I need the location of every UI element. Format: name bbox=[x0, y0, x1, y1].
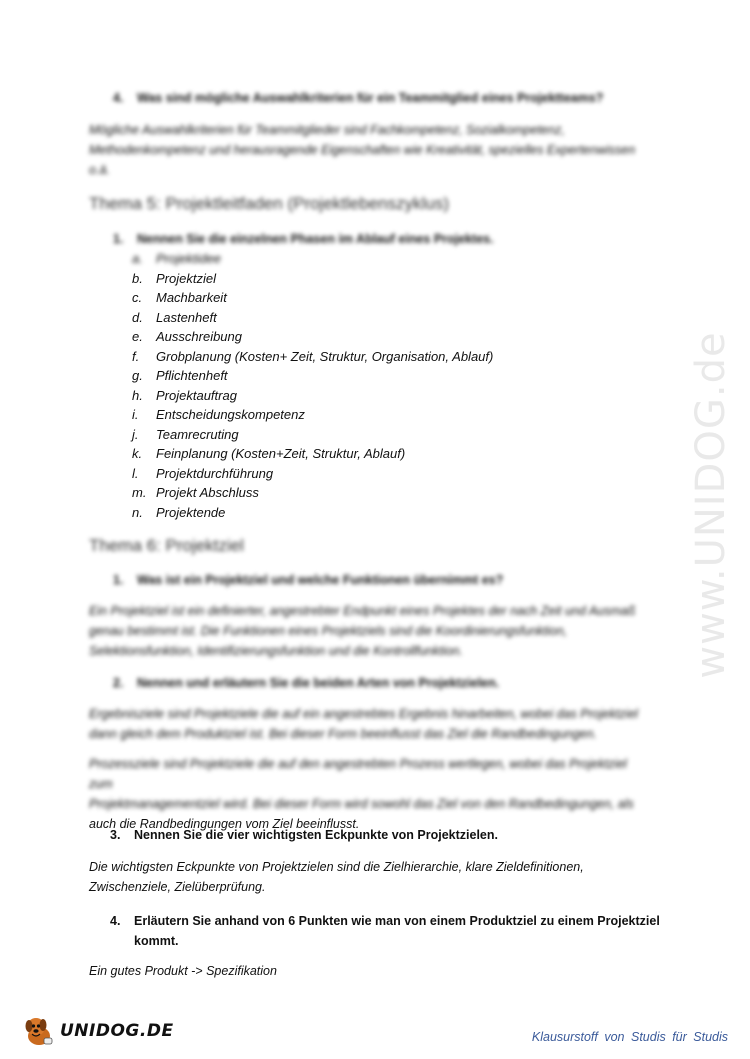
question-number: 2. bbox=[113, 676, 124, 690]
phase-marker: n. bbox=[132, 504, 143, 520]
phase-item bbox=[132, 464, 493, 484]
question-team-criteria bbox=[113, 91, 603, 105]
phase-marker: a. bbox=[132, 251, 143, 266]
answer-line: Ein gutes Produkt -> Spezifikation bbox=[89, 964, 277, 978]
answer-project-goal bbox=[89, 601, 649, 661]
phase-marker: d. bbox=[132, 309, 143, 325]
phase-label: Projektidee bbox=[156, 251, 222, 266]
phase-item bbox=[132, 249, 493, 269]
phase-label: Grobplanung (Kosten+ Zeit, Struktur, Organisation, Ablauf) bbox=[156, 348, 494, 364]
answer-line: Ergebnisziele sind Projektziele die auf ein angestrebtes Ergebnis hinarbeiten, wobei das Projektziel bbox=[89, 707, 638, 721]
phase-item bbox=[132, 425, 493, 445]
phase-marker: m. bbox=[132, 485, 147, 500]
phase-marker: k. bbox=[132, 446, 143, 461]
answer-line: dann gleich dem Produktziel ist. Bei dieser Form beeinflusst das Ziel die Randbedingungen. bbox=[89, 727, 597, 741]
phase-label: Teamrecruting bbox=[156, 426, 239, 442]
logo-text: UNIDOG.DE bbox=[60, 1021, 174, 1041]
phase-marker: c. bbox=[132, 290, 143, 305]
question-key-points bbox=[110, 828, 498, 842]
question-text-line: kommt. bbox=[134, 934, 179, 948]
phase-item bbox=[132, 288, 493, 308]
phase-item bbox=[132, 386, 493, 406]
phase-marker: f. bbox=[132, 348, 140, 364]
phase-label: Ausschreibung bbox=[156, 329, 242, 344]
question-text: Was sind mögliche Auswahlkriterien für ein Teammitglied eines Projektteams? bbox=[137, 91, 604, 105]
phase-marker: g. bbox=[132, 368, 143, 383]
phase-item bbox=[132, 444, 493, 464]
dog-mascot-icon bbox=[22, 1014, 56, 1048]
phase-item bbox=[132, 366, 493, 386]
question-number: 3. bbox=[110, 828, 121, 842]
question-text: Nennen und erläutern Sie die beiden Arten von Projektzielen. bbox=[137, 676, 500, 690]
section-heading-theme6: Thema 6: Projektziel bbox=[89, 536, 244, 555]
answer-line: genau bestimmt ist. Die Funktionen eines Projektziels sind die Koordinierungsfunktion, bbox=[89, 624, 568, 638]
phase-label: Projektauftrag bbox=[156, 387, 237, 403]
answer-line: Projektmanagementziel wird. Bei dieser Form wird sowohl das Ziel von den Randbedingungen, als bbox=[89, 797, 634, 811]
phase-label: Lastenheft bbox=[156, 309, 217, 325]
phase-marker: l. bbox=[132, 465, 139, 481]
question-number: 1. bbox=[113, 232, 124, 246]
answer-key-points bbox=[89, 857, 649, 897]
phase-item bbox=[132, 269, 493, 289]
question-goal-types bbox=[113, 676, 499, 690]
phase-item bbox=[132, 308, 493, 328]
unidog-logo bbox=[22, 1013, 174, 1049]
phase-label: Projektende bbox=[156, 504, 226, 520]
question-text: Was ist ein Projektziel und welche Funktionen übernimmt es? bbox=[137, 573, 504, 587]
question-product-to-project bbox=[110, 911, 660, 951]
phase-marker: j. bbox=[132, 426, 139, 442]
answer-line: Mögliche Auswahlkriterien für Teammitglieder sind Fachkompetenz, Sozialkompetenz, bbox=[89, 123, 565, 137]
question-number: 1. bbox=[113, 573, 124, 587]
question-text: Nennen Sie die vier wichtigsten Eckpunkte von Projektzielen. bbox=[134, 828, 498, 842]
phase-marker: i. bbox=[132, 407, 139, 422]
phase-label: Projekt Abschluss bbox=[156, 485, 259, 500]
answer-line: o.ä. bbox=[89, 163, 110, 177]
phase-item bbox=[132, 347, 493, 367]
answer-product-to-project bbox=[89, 961, 649, 981]
footer-tagline: Klausurstoff von Studis für Studis bbox=[531, 1030, 728, 1044]
phase-item bbox=[132, 327, 493, 347]
phase-item bbox=[132, 503, 493, 523]
phase-label: Pflichtenheft bbox=[156, 368, 228, 383]
question-text bbox=[134, 911, 660, 951]
question-project-goal bbox=[113, 573, 503, 587]
answer-line: Prozessziele sind Projektziele die auf den angestrebten Prozess wertlegen, wobei das Projektziel zum bbox=[89, 757, 627, 791]
answer-line: Zwischenziele, Zielüberprüfung. bbox=[89, 880, 266, 894]
question-phases bbox=[113, 232, 494, 246]
phase-item bbox=[132, 405, 493, 425]
answer-line: Die wichtigsten Eckpunkte von Projektzielen sind die Zielhierarchie, klare Zieldefinitionen, bbox=[89, 860, 584, 874]
phase-label: Machbarkeit bbox=[156, 290, 227, 305]
question-number: 4. bbox=[113, 91, 124, 105]
answer-line: Ein Projektziel ist ein definierter, angestrebter Endpunkt eines Projektes der nach Zeit und Ausmaß bbox=[89, 604, 636, 618]
answer-line: Methodenkompetenz und herausragende Eigenschaften wie Kreativität, spezielles Expertenwissen bbox=[89, 143, 636, 157]
phase-label: Entscheidungskompetenz bbox=[156, 407, 305, 422]
phase-item bbox=[132, 483, 493, 503]
answer-line: auch die Randbedingungen vom Ziel beeinflusst. bbox=[89, 817, 360, 831]
answer-line: Selektionsfunktion, Identifizierungsfunktion und die Kontrollfunktion. bbox=[89, 644, 463, 658]
phase-list bbox=[132, 249, 493, 522]
section-heading-theme5: Thema 5: Projektleitfaden (Projektlebenszyklus) bbox=[89, 194, 449, 213]
phase-label: Projektdurchführung bbox=[156, 465, 274, 481]
phase-marker: h. bbox=[132, 387, 143, 403]
answer-team-criteria bbox=[89, 120, 649, 180]
watermark-text: www.UNIDOG.de bbox=[688, 331, 734, 679]
question-text-line: Erläutern Sie anhand von 6 Punkten wie man von einem Produktziel zu einem Projektziel bbox=[134, 914, 660, 928]
phase-marker: b. bbox=[132, 270, 143, 286]
question-text: Nennen Sie die einzelnen Phasen im Ablauf eines Projektes. bbox=[137, 232, 494, 246]
question-number: 4. bbox=[110, 914, 121, 928]
phase-label: Feinplanung (Kosten+Zeit, Struktur, Ablauf) bbox=[156, 446, 406, 461]
answer-goal-types bbox=[89, 704, 649, 834]
phase-marker: e. bbox=[132, 329, 143, 344]
phase-label: Projektziel bbox=[156, 270, 216, 286]
